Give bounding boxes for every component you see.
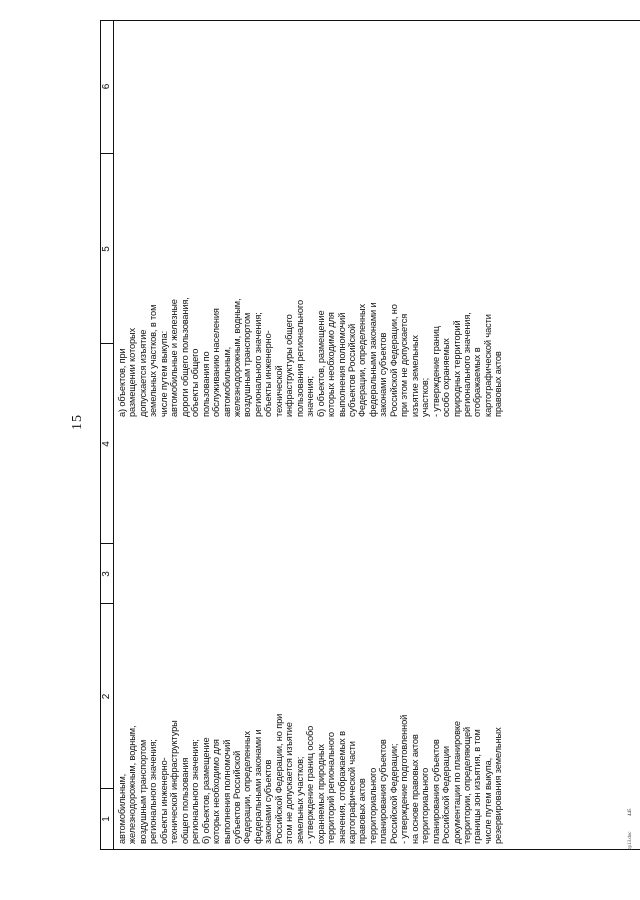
column-5-text <box>117 297 504 417</box>
footer-file-name: pp13.doc <box>628 831 633 850</box>
text-line: охраняемых природных <box>315 744 326 844</box>
text-line: территориального <box>367 767 378 844</box>
column-number-3: 3 <box>101 571 112 577</box>
column-number-4: 4 <box>101 441 112 447</box>
text-line: федеральными законами и <box>367 302 378 417</box>
text-line: Федерации, определенных <box>242 731 253 844</box>
text-line: субъектов Российской <box>346 323 357 417</box>
text-line: объекты инженерно- <box>158 757 169 844</box>
text-line: изъятие земельных <box>409 335 420 417</box>
text-line: которых необходимо для <box>326 312 337 417</box>
text-line: которых необходимо для <box>211 739 222 844</box>
column-number-1: 1 <box>101 816 112 822</box>
text-line: инфраструктуры общего <box>284 314 295 417</box>
text-line: обслуживанию населения <box>211 308 222 417</box>
document-table <box>100 20 640 850</box>
text-line: Федерации, определенных <box>357 304 368 417</box>
text-line: Российской Федерации, но при <box>273 713 284 844</box>
text-line: документации по планировке <box>451 721 462 844</box>
text-line: выполнения полномочий <box>336 312 347 417</box>
text-line: значения; <box>305 376 316 417</box>
text-line: резервирования земельных <box>493 727 504 844</box>
text-line: а) объектов, при <box>117 348 127 417</box>
text-line: дороги общего пользования, <box>179 297 190 417</box>
text-line: федеральными законами и <box>252 729 263 844</box>
text-line: регионального значения; <box>252 312 263 417</box>
text-line: общего пользования <box>179 757 190 844</box>
text-line: б) объектов, размещение <box>315 310 326 417</box>
text-line: земельных участков, в том <box>148 304 159 417</box>
text-line: регионального значения, <box>461 312 472 417</box>
text-line: числе путем выкупа: <box>158 330 169 417</box>
text-line: числе путем выкупа, <box>482 757 493 844</box>
text-line: технической инфраструктуры <box>169 720 180 844</box>
text-line: особо охраняемых <box>441 338 452 417</box>
text-line: территорий регионального <box>326 732 337 844</box>
page-number: 15 <box>70 414 85 430</box>
text-line: на основе правовых актов <box>409 734 420 844</box>
text-line: - утверждение границ <box>430 326 441 417</box>
footer-code: 445 <box>628 808 633 816</box>
text-line: значения, отображаемых в <box>336 731 347 844</box>
text-line: пользования по <box>200 351 211 417</box>
text-line: - утверждение границ особо <box>305 725 316 844</box>
text-line: границы зон изъятия, в том <box>472 729 483 844</box>
text-line: картографической части <box>482 314 493 417</box>
text-line: при этом не допускается <box>399 313 410 417</box>
text-line: регионального значения; <box>190 739 201 844</box>
text-line: б) объектов, размещение <box>200 737 211 844</box>
text-line: регионального значения; <box>148 739 159 844</box>
table-header-row <box>101 21 114 849</box>
text-line: территории, определяющей <box>461 726 472 844</box>
column-number-6: 6 <box>101 83 112 90</box>
text-line: автомобильным, <box>221 346 232 417</box>
text-line: объекты общего <box>190 348 201 417</box>
column-number-2: 2 <box>101 693 112 700</box>
text-line: территориального <box>420 767 431 844</box>
text-line: выполнения полномочий <box>221 739 232 844</box>
text-line: законами субъектов <box>263 759 274 844</box>
text-line: автомобильным, <box>117 773 127 844</box>
text-line: железнодорожным, водным, <box>231 298 242 417</box>
text-line: планирования субъектов <box>430 739 441 844</box>
text-line: правовых актов <box>357 778 368 844</box>
text-line: законами субъектов <box>378 332 389 417</box>
text-line: Российской Федерации; <box>388 743 399 844</box>
rotated-document-page <box>70 20 640 850</box>
column-number-5: 5 <box>101 246 112 252</box>
text-line: железнодорожным, водным, <box>127 725 138 844</box>
text-line: природных территорий <box>451 320 462 417</box>
text-line: воздушным транспортом <box>137 739 148 844</box>
text-line: автомобильные и железные <box>169 299 180 417</box>
text-line: правовых актов <box>493 351 504 417</box>
text-line: Российской Федерации, но <box>388 304 399 417</box>
text-line: этом не допускается изъятие <box>284 722 295 844</box>
text-line: воздушным транспортом <box>242 312 253 417</box>
text-line: планирования субъектов <box>378 739 389 844</box>
text-line: - утверждение подготовленной <box>399 714 410 844</box>
text-line: земельных участков; <box>294 756 305 844</box>
text-line: картографической части <box>346 741 357 844</box>
text-line: технической <box>273 365 284 417</box>
text-line: субъектов Российской <box>231 750 242 844</box>
text-line: размещении которых <box>127 328 138 417</box>
text-line: допускается изъятие <box>137 329 148 417</box>
column-2-text <box>117 714 504 844</box>
text-line: участков; <box>420 377 431 417</box>
text-line: пользования регионального <box>294 300 305 417</box>
text-line: Российской Федерации <box>441 746 452 844</box>
text-line: объекты инженерно- <box>263 330 274 417</box>
text-line: отображаемых в <box>472 347 483 417</box>
